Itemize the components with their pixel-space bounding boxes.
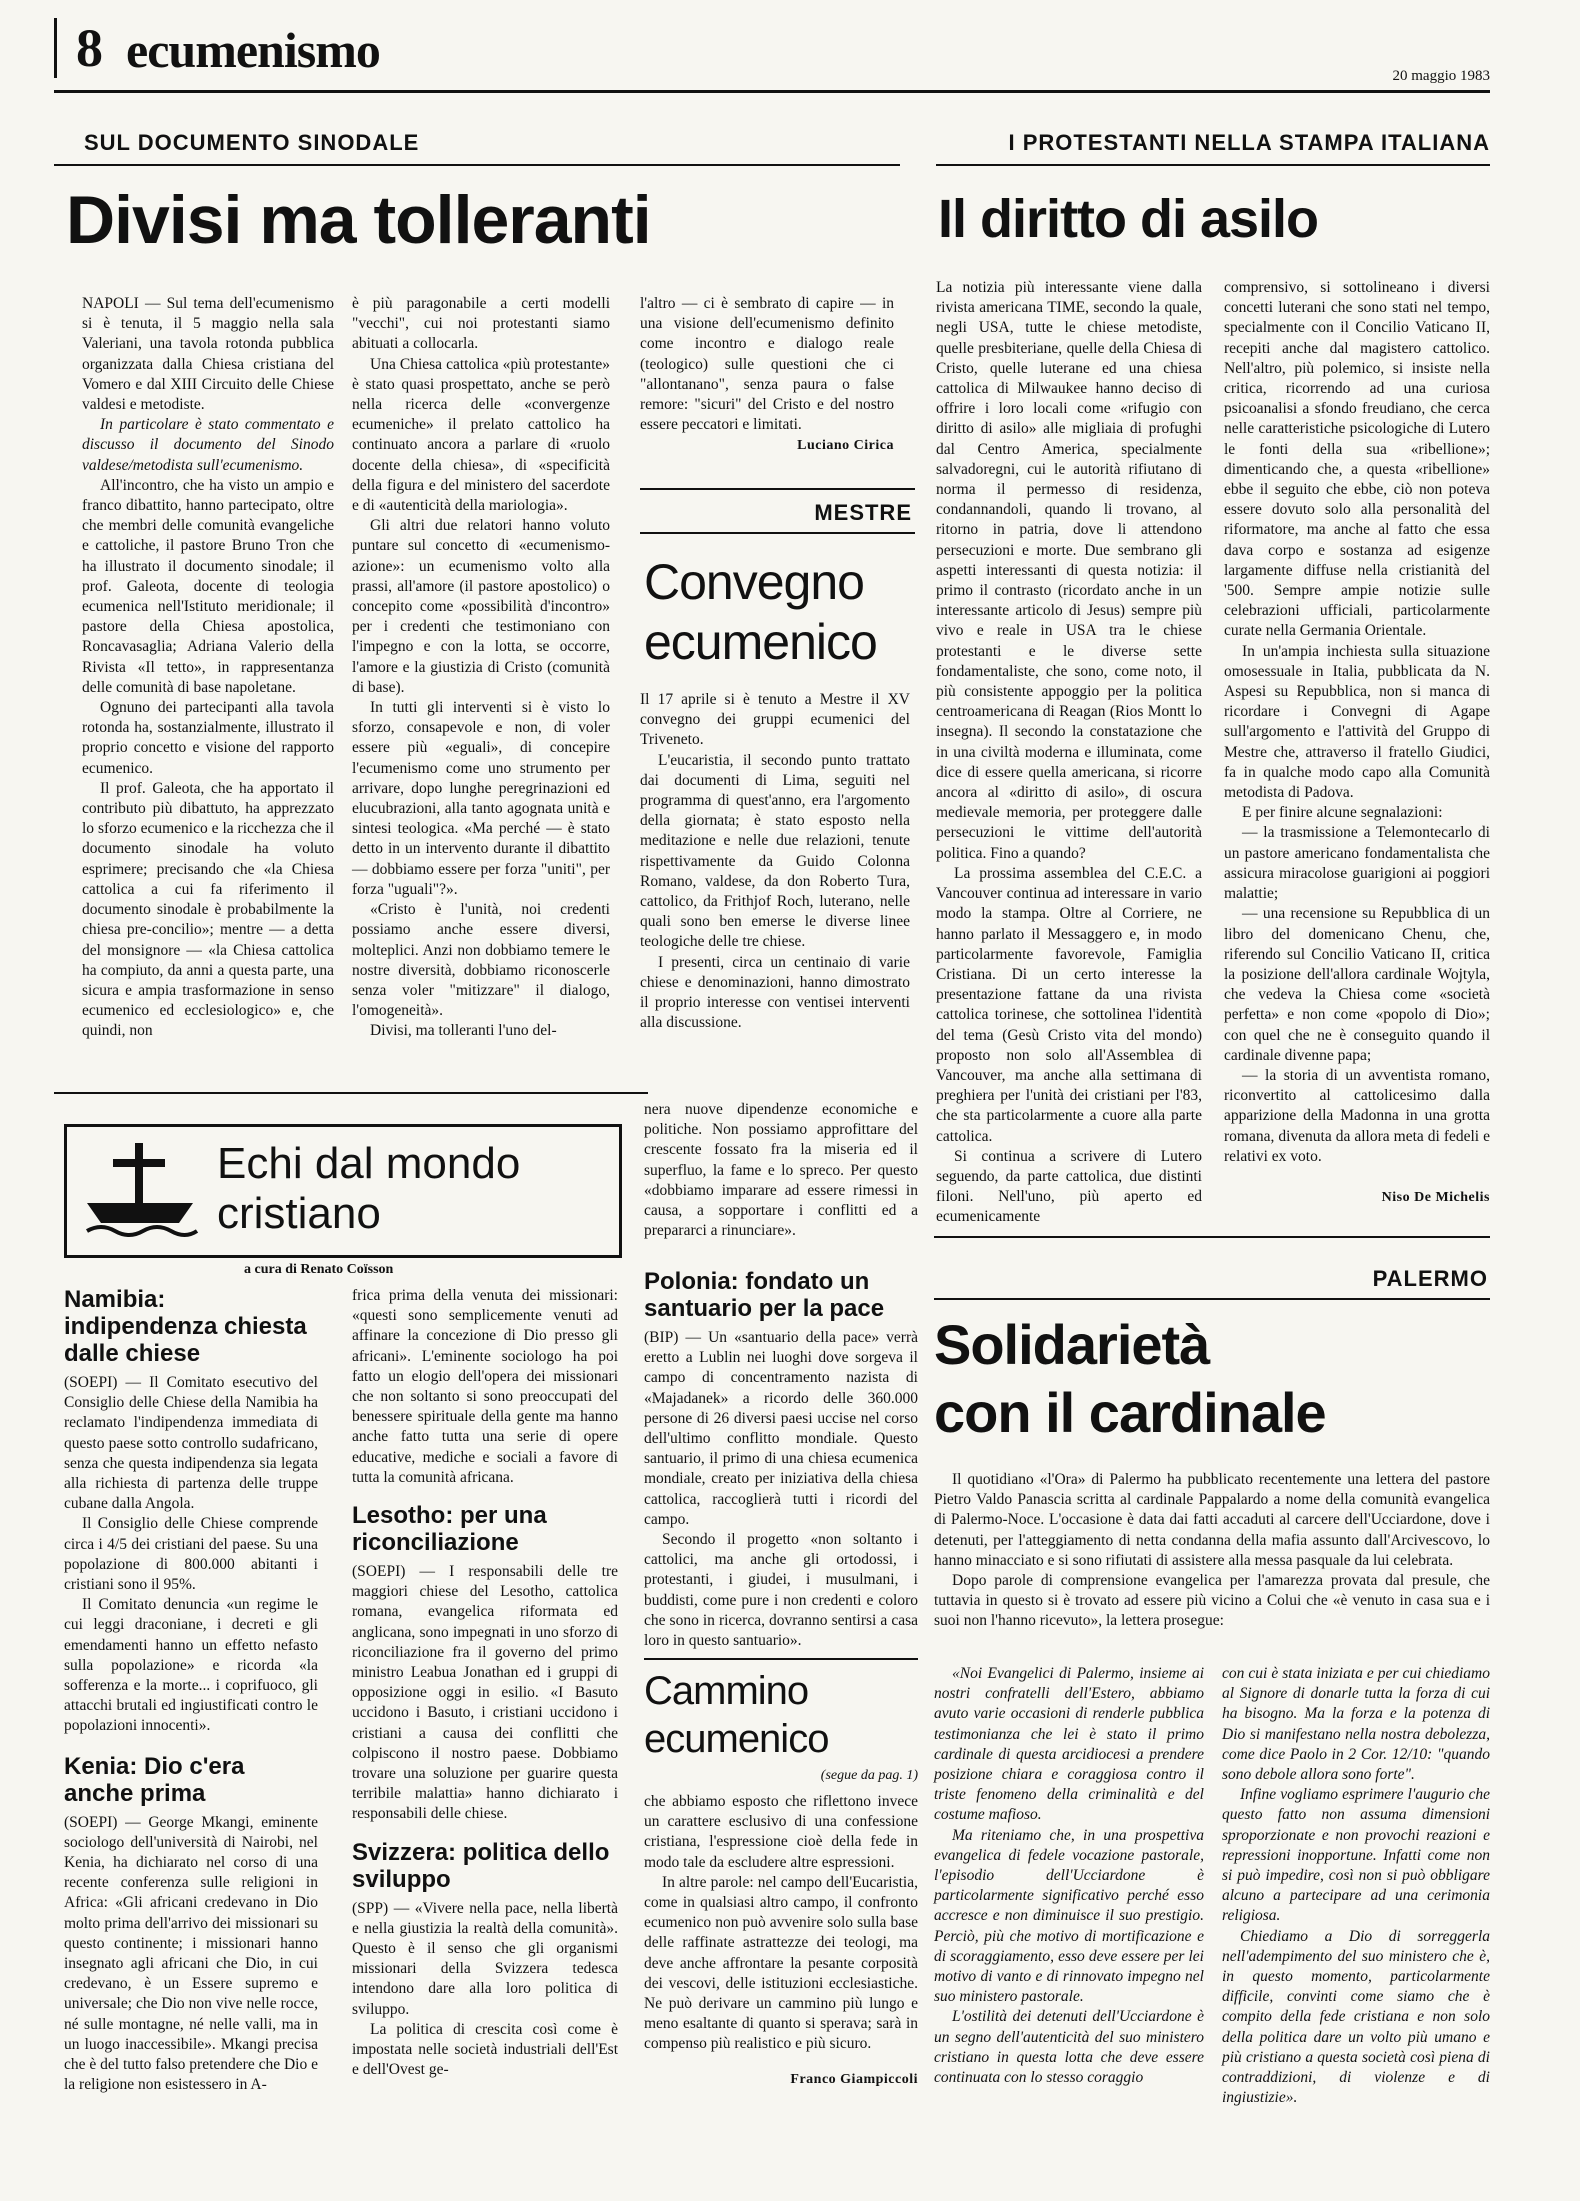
paragraph: In particolare è stato commentato e discusso il documento del Sinodo valdese/metodista sull'ecumenismo. [82, 416, 334, 474]
paragraph: Il Consiglio delle Chiese comprende circa i 4/5 dei cristiani del paese. Su una popolazione di 800.000 abitanti i cristiani sono il 95%. [64, 1515, 318, 1594]
paragraph: E per finire alcune segnalazioni: [1242, 804, 1443, 822]
paragraph: La politica di crescita così come è impostata nelle società industriali dell'Est e dell'Ovest ge- [352, 2020, 618, 2079]
cammino-headline-1: Cammino [644, 1669, 809, 1713]
kenia-continuation [352, 1286, 618, 1488]
paragraph: Il Comitato denuncia «un regime le cui leggi draconiane, i decreti e gli emendamenti hanno un effetto nefasto sulla popolazione» e ricorda «la sofferenza e la morte... i coprifuoco, gli attacchi brutali ed ingiustificati contro le popolazioni innocenti». [64, 1596, 318, 1735]
paragraph: Ognuno dei partecipanti alla tavola rotonda ha, sostanzialmente, illustrato il proprio concetto e visione del rapporto ecumenico. [82, 699, 334, 777]
paragraph: — la trasmissione a Telemontecarlo di un pastore americano fondamentalista che assicura miracolose guarigioni ai poggiori malattie; [1224, 824, 1490, 903]
paragraph: Gli altri due relatori hanno voluto puntare sul concetto di «ecumenismo-azione»: un ecumenismo volto alla prassi, all'amore (il pastore apostolico) o concepito come «possibilità d'incontro» per i credenti che testimoniano con l'impegno e con la lotta, se occorre, l'amore e la giustizia di Cristo (comunità di base). [352, 517, 610, 696]
paragraph: L'ostilità dei detenuti dell'Ucciardone è un segno dell'autenticità del suo ministero cristiano in questa lotta che deve essere continuata con lo stesso coraggio [934, 2008, 1204, 2087]
paragraph: Chiediamo a Dio di sorreggerla nell'adempimento del suo ministero che è, in questo momento, particolarmente difficile, convinti come siamo che è compito della fede cristiana e non solo della politica dare un volto più umano e più cristiano a questa società così piena di contraddizioni, di violenze e di ingiustizie». [1222, 1927, 1490, 2107]
paragraph: «Cristo è l'unità, noi credenti possiamo anche essere diversi, molteplici. Anzi non dobbiamo temere le nostre diversità, dobbiamo riconoscerle senza voler "mitizzare" il dialogo, l'omogeneità». [352, 901, 610, 1020]
paragraph: Si continua a scrivere di Lutero seguendo, da parte cattolica, due distinti filoni. Nell'uno, più aperto ed ecumenicamente [936, 1147, 1202, 1226]
paragraph: «Noi Evangelici di Palermo, insieme ai nostri confratelli dell'Estero, abbiamo avuto varie occasioni di renderle pubblica testimonianza che lei è stato il primo cardinale di questa arcidiocesi a prendere posizione chiara e coraggiosa contro il triste fenomeno della criminalità e del costume mafioso. [934, 1665, 1204, 1824]
palermo-letter-col-2 [1222, 1664, 1490, 2108]
paragraph: (SOEPI) — George Mkangi, eminente sociologo dell'università di Nairobi, nel Kenia, ha dichiarato nel corso di una recente conferenza sulle religioni in Africa: «Gli africani credevano in Dio molto prima dell'arrivo dei missionari su questo continente; i missionari hanno insegnato agli africani che Dio, in cui credevano, è un Essere supremo e universale; che Dio non vive nelle rocce, né sulle montagne, né nelle valli, ma in un luogo inaccessibile». Mkangi precisa che è del tutto falso pretendere che Dio e la religione non esistessero in A- [64, 1813, 318, 2094]
left-col-1 [82, 294, 334, 1042]
palermo-headline-1: Solidarietà [934, 1313, 1210, 1376]
paragraph: (BIP) — Un «santuario della pace» verrà eretto a Lublin nei luoghi dove sorgeva il campo di concentramento nazista di «Majadanek» a ricordo delle 360.000 persone di 26 diversi paesi uccise nel corso dell'ultimo conflitto mondiale. Questo santuario, il primo di una chiesa ecumenica mondiale, creato per iniziativa della chiesa cattolica, raccoglierà tutti i ricordi del campo. [644, 1329, 918, 1528]
paragraph: l'altro — ci è sembrato di capire — in una visione dell'ecumenismo definito come incontro e dialogo reale (teologico) sulle questioni che ci "allontanano", senza paura o false remore: "sicuri" del Cristo e del nostro essere peccatori e limitati. [640, 295, 894, 434]
paragraph: — una recensione su Repubblica di un libro del domenicano Chenu, che, riferendo sul Concilio Vaticano II, critica la posizione dell'allora cardinale Wojtyla, che vedeva la Chiesa come «società perfetta» e non come «popolo di Dio»; con quel che ne è conseguito quando il cardinale divenne papa; [1224, 905, 1490, 1064]
paragraph: L'eucaristia, il secondo punto trattato dai documenti di Lima, seguiti nel programma di quest'anno, era l'argomento della giornata; è stato esposto nella meditazione e nelle due relazioni, tenute rispettivamente da Guido Colonna Romano, valdese, da don Roberto Tura, cattolico, da Frithjof Roch, luterano, nelle quali sono ben emerse le diverse linee teologiche delle tre chiese. [640, 751, 910, 951]
paragraph: Divisi, ma tolleranti l'uno del- [370, 1022, 557, 1040]
mestre-headline-1: Convegno [644, 554, 864, 610]
paragraph: — la storia di un avventista romano, riconvertito al cattolicesimo dalla apparizione della Madonna in una grotta romana, divenuta da allora meta di fedeli e relativi ex voto. [1224, 1066, 1490, 1165]
paragraph: Ma riteniamo che, in una prospettiva evangelica di fedele vocazione pastorale, l'episodio dell'Ucciardone è particolarmente significativo perché esso accresce e non diminuisce il suo prestigio. Perciò, più che motivo di mortificazione e di scoraggiamento, esso deve essere per lei motivo di vanto e di rinnovato impegno nel suo ministero pastorale. [934, 1826, 1204, 2006]
paragraph: I presenti, circa un centinaio di varie chiese e denominazioni, hanno dimostrato il proprio interesse con ventisei interventi alla discussione. [640, 953, 910, 1032]
paragraph: nera nuove dipendenze economiche e politiche. Non possiamo approfittare del crescente fossato fra la miseria ed il superfluo, la fame e lo spreco. Per questo «dobbiamo imparare ad essere rimessi in causa, a sopportare i conflitti ed a prepararci a rinunciare». [644, 1101, 918, 1240]
byline-giampiccoli: Franco Giampiccoli [790, 2072, 918, 2087]
paragraph: comprensivo, si sottolineano i diversi concetti luterani che sono stati nel tempo, specialmente con il Concilio Vaticano II, recepiti anche dal magistero cattolico. Nell'altro, più polemico, si insiste nella critica, ricorrendo ad una curiosa psicoanalisi a sfondo freudiano, che cerca nelle caratteristiche psicologiche di Lutero le fonti della sua «ribellione»; dimenticando che, a questa «ribellione» ebbe il seguito che ebbe, ciò non poteva essere dovuto solo alla personalità del riformatore, ma anche al fatto che essa dava corpo e sostanza ad esigenze largamente diffuse nella cristianità del '500. Sempre ampie notizie sulle celebrazioni ufficiali, particolarmente curate nella Germania Orientale. [1224, 279, 1490, 640]
paragraph: Secondo il progetto «non soltanto i cattolici, ma anche gli ortodossi, i protestanti, i giudei, i musulmani, i buddisti, come pure i non credenti e coloro che sono in ricerca, dovranno sentirsi a casa loro in questo santuario». [644, 1531, 918, 1650]
mestre-headline-2: ecumenico [644, 614, 877, 670]
palermo-letter-col-1 [934, 1664, 1204, 2088]
right-kicker: I PROTESTANTI NELLA STAMPA ITALIANA [1008, 130, 1490, 155]
echi-title-line-2: cristiano [217, 1189, 381, 1238]
right-kicker-rule [936, 164, 1490, 166]
cammino-headline-2: ecumenico [644, 1717, 829, 1761]
echi-title-box [64, 1124, 622, 1258]
echi-col-3 [644, 1268, 918, 1651]
masthead [54, 18, 1490, 86]
paragraph: In altre parole: nel campo dell'Eucaristia, come in qualsiasi altro campo, il confronto ecumenico non può avvenire solo sulla base delle raffinate astrattezze dei teologi, ma deve anche affrontare la pesante corposità dei vescovi, delle istituzioni ecclesiastiche. Ne può derivare un cammino più lungo e meno esaltante di quanto si sperava; sarà in compenso più realistico e più sicuro. [644, 1873, 918, 2053]
right-col-2 [1224, 278, 1490, 1167]
paragraph: Infine vogliamo esprimere l'augurio che questo fatto non assuma dimensioni sproporzionate e non provochi reazioni e repressioni inopportune. Infatti come non si può impedire, così non si può obbligare alcuno a partecipare ad una cerimonia religiosa. [1222, 1786, 1490, 1925]
echi-title-line-1: Echi dal mondo [217, 1139, 521, 1188]
paragraph: è più paragonabile a certi modelli "vecchi", cui noi protestanti siamo abituati a collocarla. [352, 295, 610, 353]
paragraph: con cui è stata iniziata e per cui chiediamo al Signore di donarle tutta la forza di cui ha bisogno. Ma la forza e la potenza di Dio si manifestano nella nostra debolezza, come dice Paolo in 2 Cor. 12/10: "quando sono debole allora sono forte". [1222, 1665, 1490, 1784]
palermo-intro [934, 1470, 1490, 1632]
paragraph: Il quotidiano «l'Ora» di Palermo ha pubblicato recentemente una lettera del pastore Pietro Valdo Panascia scritta al cardinale Pappalardo a nome della comunità evangelica di Palermo-Noce. L'occasione è data dai fatti accaduti al carcere dell'Ucciardone, dove i detenuti, per l'atteggiamento di netta condanna della mafia assunto dall'Arcivescovo, lo hanno minacciato e si sono rifiutati di assistere alla messa pasquale da lui celebrata. [934, 1471, 1490, 1569]
echi-curator: a cura di Renato Coïsson [244, 1262, 394, 1277]
lesotho-body [352, 1562, 618, 1825]
left-col-2 [352, 294, 610, 1042]
paragraph: In un'ampia inchiesta sulla situazione omosessuale in Italia, pubblicata da N. Aspesi su Repubblica, non si manca di ricordare i Convegni di Agape sull'argomento e l'attività del Gruppo di Mestre che, attraverso il fratello Giudici, fa in qualche modo capo alla Comunità metodista di Padova. [1224, 642, 1490, 802]
paragraph: La notizia più interessante viene dalla rivista americana TIME, secondo la quale, negli USA, tutte le chiese metodiste, quelle presbiteriane, quelle della Chiesa di Cristo, quelle luterane ed una chiesa cattolica di Milwaukee hanno deciso di offrire i loro locali come «rifugio con diritto di asilo» alle migliaia di profughi dal Centro America, specialmente salvadoregni, cui le autorità rifiutano di norma il permesso di residenza, condannandoli, quando li trovano, al ritorno in patria, dove li attendono persecuzioni e morte. Due sembrano gli aspetti interessanti di questa notizia: il primo il contrasto (ricordato anche in un interessante articolo di Jesus) sempre più vivo e reale in USA tra le chiese protestanti e le diverse sette fondamentaliste, che sono, come noto, il più consistente appoggio per la politica centroamericana di Reagan (Rios Montt lo insegna). Il secondo la constatazione che in una civiltà moderna e illuminata, come dice di essere quella americana, si ricorre ancora al «diritto di asilo», di oscura medievale memoria, per proteggere dalle persecuzioni le vittime dell'autorità politica. Fino a quando? [936, 279, 1202, 862]
kenia-heading: Kenia: Dio c'era anche prima [64, 1752, 245, 1807]
paragraph: La prossima assemblea del C.E.C. a Vancouver continua ad interessare in vario modo la stampa. Oltre al Corriere, ne hanno parlato il Messaggero e, in modo particolarmente favorevole, Famiglia Cristiana. Di un certo interesse la presentazione fattane da una rivista cattolica torinese, che sottolinea l'identità del tema (Gesù Cristo vita del mondo) proposto non solo all'Assemblea di Vancouver, ma anche alla settimana di preghiera per l'unità dei cristiani per l'83, che sta particolarmente a cuore alla parte cattolica. [936, 864, 1202, 1145]
paragraph: (SPP) — «Vivere nella pace, nella libertà e nella giustizia la realtà della comunità». Questo è il senso che gli organismi missionari della Svizzera tedesca intendono dare alla loro politica di sviluppo. [352, 1899, 618, 2018]
palermo-kicker-rule [934, 1298, 1490, 1300]
paragraph: NAPOLI — Sul tema dell'ecumenismo si è tenuta, il 5 maggio nella sala Valeriani, una tavola rotonda pubblica organizzata dalla Chiesa cristiana del Vomero e dal XIII Circuito delle Chiese valdesi e metodiste. [82, 295, 334, 414]
left-kicker-rule [54, 164, 900, 166]
paragraph: che abbiamo esposto che riflettono invece un carattere esclusivo di una confessione cristiana, l'espressione cioè della fede in modo tale da escludere altre espressioni. [644, 1793, 918, 1871]
paragraph: All'incontro, che ha visto un ampio e franco dibattito, hanno partecipato, oltre che membri delle comunità evangeliche e cattoliche, il pastore Bruno Tron che ha illustrato il documento sinodale; il prof. Galeota, docente di teologia ecumenica nell'Istituto meridionale; il pastore della Chiesa apostolica, Roncavasaglia; Adriana Valerio della Rivista «Il tetto», in rappresentanza delle comunità di base napoletane. [82, 476, 334, 696]
namibia-heading: Namibia: indipendenza chiesta dalle chiese [64, 1286, 307, 1367]
echi-top-col3 [644, 1100, 918, 1241]
right-headline: Il diritto di asilo [938, 189, 1319, 249]
mestre-body [640, 690, 910, 1033]
paragraph: In tutti gli interventi si è visto lo sforzo, consapevole e non, di voler essere più «eguali», di concepire l'ecumenismo come uno strumento per arrivare, dopo lunghe peregrinazioni ed elucubrazioni, alla tanto agognata unità e sintesi teologica. «Ma perché — è stato detto in un intervento durante il dibattito — dobbiamo essere per forza "uniti", per forza "uguali"?». [352, 699, 610, 898]
byline-de-michelis: Niso De Michelis [1381, 1190, 1490, 1205]
cammino-rule [644, 1658, 918, 1660]
namibia-body [64, 1373, 318, 1737]
byline-cirica: Luciano Cirica [797, 438, 894, 453]
page-edge-mark [54, 18, 57, 78]
paragraph: frica prima della venuta dei missionari: «questi sono semplicemente venuti ad affinare la concezione di Dio presso gli africani». L'eminente sociologo ha poi fatto un elogio dell'opera dei missionari che non soltanto si sono preoccupati del benessere spirituale della gente ma hanno anche fatto tutta una serie di opere educative, mediche e sociali a favore di tutta la comunità africana. [352, 1287, 618, 1486]
masthead-rule [54, 90, 1490, 93]
section-title: ecumenismo [126, 22, 380, 78]
mid-rule-left [54, 1092, 648, 1094]
left-kicker: SUL DOCUMENTO SINODALE [84, 130, 420, 155]
paragraph: (SOEPI) — Il Comitato esecutivo del Consiglio delle Chiese della Namibia ha reclamato l'indipendenza immediata di questo paese sotto controllo sudafricano, senza che questa indipendenza sia legata alla richiesta di partenza delle truppe cubane dalla Angola. [64, 1374, 318, 1513]
svizzera-body [352, 1899, 618, 2081]
page-number: 8 [76, 18, 103, 78]
mestre-top-rule [640, 488, 915, 490]
paragraph: Il prof. Galeota, che ha apportato il contributo più dibattuto, ha apprezzato lo sforzo ecumenico e la ricchezza che il documento sinodale ha voluto esprimere; precisando che «la Chiesa cattolica a cui fa riferimento il documento sinodale è probabilmente la chiesa pre-concilio»; mentre — a detta del monsignore — «la Chiesa cattolica ha compiuto, da anni a questa parte, una sicura e ampia trasformazione in senso ecumenico ed ecclesiologico» e, che quindi, non [82, 779, 334, 1040]
mestre-kicker-rule [640, 532, 915, 534]
echi-col-2 [352, 1286, 618, 2081]
paragraph: Il 17 aprile si è tenuto a Mestre il XV convegno dei gruppi ecumenici del Triveneto. [640, 691, 910, 749]
palermo-kicker: PALERMO [1372, 1266, 1488, 1291]
polonia-heading: Polonia: fondato un santuario per la pace [644, 1268, 885, 1322]
echi-col-1 [64, 1286, 318, 2096]
mestre-kicker: MESTRE [814, 500, 912, 525]
cammino-note: (segue da pag. 1) [820, 1768, 918, 1783]
mid-rule-right [934, 1236, 1490, 1238]
cammino-body [644, 1792, 918, 2055]
issue-date: 20 maggio 1983 [1392, 68, 1490, 84]
left-col-3 [640, 294, 894, 435]
paragraph: Una Chiesa cattolica «più protestante» è stato quasi prospettato, anche se però nella ricerca delle «convergenze ecumeniche» il prelato cattolico ha continuato ancora a parlare di «ruolo docente della chiesa», di «specificità della figura e del ministero del sacerdote e di «autenticità della mariologia». [352, 355, 610, 515]
svizzera-heading: Svizzera: politica dello sviluppo [352, 1838, 610, 1893]
left-headline: Divisi ma tolleranti [66, 182, 651, 258]
right-col-1 [936, 278, 1202, 1228]
paragraph: (SOEPI) — I responsabili delle tre maggiori chiese del Lesotho, cattolica romana, evangelica riformata ed anglicana, sono impegnati in uno sforzo di riconciliazione fra il governo del primo ministro Leabua Jonathan ed i gruppi di opposizione oggi in esilio. «I Basuto uccidono i Basuto, i cristiani uccidono i cristiani a causa dei conflitti che colpiscono il nostro paese. Dobbiamo trovare una soluzione per guarire questa terribile malattia» hanno dichiarato i responsabili delle chiese. [352, 1563, 618, 1823]
paragraph: Dopo parole di comprensione evangelica per l'amarezza provata dal presule, che tuttavia in questo si è trovato ad essere più vicino a Colui che «è venuto in casa sua e i suoi non l'hanno ricevuto», la lettera prosegue: [934, 1572, 1490, 1630]
kenia-body [64, 1813, 318, 2096]
boat-cross-icon [81, 1139, 199, 1243]
lesotho-heading: Lesotho: per una riconciliazione [352, 1502, 547, 1557]
palermo-headline-2: con il cardinale [934, 1381, 1326, 1444]
polonia-body [644, 1328, 918, 1651]
